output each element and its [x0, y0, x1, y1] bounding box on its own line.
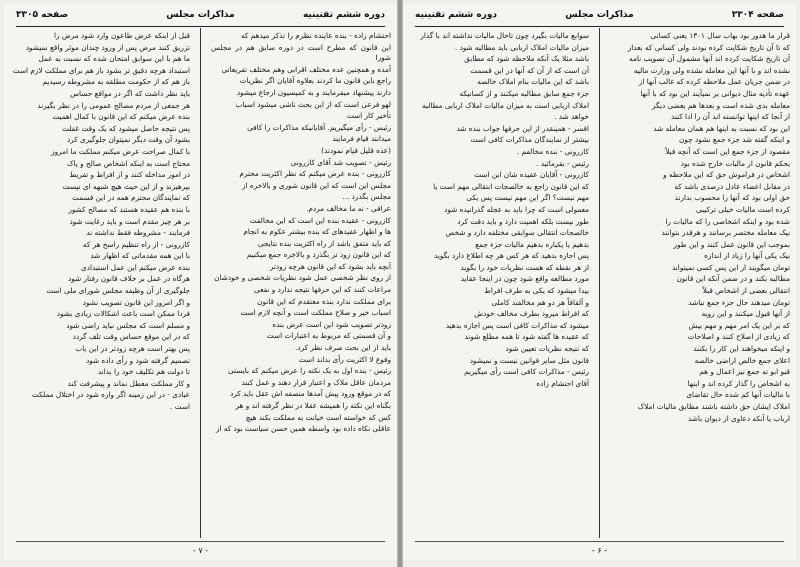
text-line: بگناه این نکته را همیشه عقلا در نظر گرفته اند و هر — [235, 401, 391, 410]
text-line: فردا ممکن است باعث اشکالات زیادی بشود — [56, 309, 190, 319]
text-line: از هر نقطه که هست نظریات خود را بگوید — [460, 262, 589, 272]
text-line: میشود که مذاکرات کافی است پس اجازه بدهید — [445, 320, 589, 330]
text-line: عبادی - در این زمینه اگر واره شود در اختلال مملکت — [31, 390, 190, 400]
text-line: و اگر امروز این قانون تصویب نشود — [82, 297, 190, 307]
text-line: بنده عرض میکنم که این قانون با کمال اهمیت — [52, 112, 190, 122]
text-line: و اینکه گفته شد جزء جمع نشود چون — [679, 135, 790, 145]
text-line: است . — [170, 402, 190, 411]
text-line: مجلس این است که این قانون شوری و بالاخره از — [242, 180, 391, 190]
header-session: دوره ششم تقنینیه — [415, 10, 498, 20]
text-line: آمده و همچنین عده مختلف اقرابی وهم مختلف تفریعاتی — [221, 64, 391, 74]
text-line: قبل از اینکه عرض طاعون وارد شود مرض را — [53, 31, 190, 40]
text-line: عاقلی نکاه داده بود واسطه همین حسن سیاست بود که از — [215, 424, 391, 434]
text-line: بیک یکی آنها را زیاد از اندازه — [704, 251, 790, 261]
text-line: بیک معامله مختصر برسانند و هرقدر بتوانند — [661, 228, 790, 238]
column-divider — [200, 28, 201, 538]
text-line: بیدا میشود که یکی به طرف افراط — [484, 286, 589, 296]
text-line: کرده است مالیات خیلی ترکیبی — [695, 204, 790, 214]
text-line: آنچه باید بشود که این قانون هرچه زودتر — [269, 261, 391, 271]
text-line: بپرهیزند و از این حیث هیچ شبهه ای نیست — [62, 181, 190, 191]
text-line: پس نتیجه حاصل میشود که یک وقت غفلت — [62, 123, 190, 133]
text-line: اقسر - همینقدر از این حرفها جواب بنده شد — [456, 123, 589, 133]
text-line: مردمان عاقل ملاک و اعتبار قرار دهند و عمل کنند — [241, 377, 391, 387]
text-line: این قانون که مطرح است در دوره سابق هم در مجلس شورا — [211, 42, 391, 63]
text-line: که بر این یک امر مهم و مهم بیش — [688, 320, 790, 330]
text-line: پس اجازه بدهید که هر کس هر چه اطلاع دارد بگوید — [434, 251, 589, 261]
text-line: که در موقع ورود پیش آمدها منصفه اش عقل باید کرد — [229, 389, 391, 399]
text-line: جلوگیری از آن وظیفه مجلس شورای ملی است — [46, 286, 190, 296]
text-line: اعلای جمع خالص اراضی خالصه — [694, 355, 790, 365]
text-line: معامله بدی شده است و بعدها هم بعضی دیگر — [651, 100, 790, 110]
page-footer-number: - ۶ - — [591, 546, 608, 555]
text-line: بموجب این قانون عمل کنند و این طور — [673, 239, 790, 249]
text-line: رئیس - مذاکرات کافی است رأی میگیریم — [464, 367, 589, 377]
text-line: کازرونی - بنده عرض میکنم که نظر اکثریت محترم — [239, 169, 391, 179]
text-line: که نمایندگان محترم همه در این قسمت — [71, 193, 190, 203]
text-line: معمولی است که چرا باید به عجله گذرانیده شود — [444, 204, 589, 214]
text-line: فرمایند - مشروطه فقط نداشته ند — [86, 228, 190, 238]
text-line: آن تاریخ شکایت کرده اند آنها مشمول آن تصویب نامه — [629, 54, 790, 64]
text-line: احتشام زاده - بنده عاینده نظرم را تذکر میدهم که — [241, 31, 391, 40]
text-line: که عقیده ها گفته شود تا همه مطلع شوند — [464, 332, 589, 342]
text-line: املاک ایشان حق داشته باشند مطابق مالیات املاک — [637, 402, 790, 411]
text-line: رئیس - بنده اول به یک نکته را عرض میکنم که بایستی — [227, 366, 391, 376]
text-line: باز هم که از حکومت مطلقه به مشروطه رسیدیم — [42, 77, 190, 87]
header-title: مذاکرات مجلس — [565, 10, 634, 20]
footer-rule — [16, 541, 385, 542]
text-line: (عده قلیل قیام نمودند) — [321, 145, 391, 155]
header-title: مذاکرات مجلس — [166, 10, 235, 20]
text-line: به اشخاص را گذار کرده اند و اینها — [687, 378, 790, 388]
text-line: وقوع لا اکثریت رأی بداند است — [298, 354, 391, 364]
text-line: که افراط میرود بطرف مخالف خودش — [474, 309, 589, 319]
text-line: از روی نظر شخصی عمل شود نظریات شخصی و خودشان — [214, 273, 391, 283]
text-line: باید نظر داشت که اگر در مواقع حساس — [70, 88, 190, 98]
text-line: بشود آن وقت دیگر نمیتوان جلوگیری کرد — [66, 135, 190, 145]
text-line: عراقی - نه ما مخالف مردم. — [306, 203, 391, 213]
text-line: نشده اند و با آنها این معامله نشده ولی وزارت مالیه — [633, 65, 790, 75]
text-line: مهم نیست؟ اگر این مهم نیست پس یکی — [466, 193, 589, 203]
text-line: پس بهتر است هرچه زودتر در این باب — [75, 344, 190, 354]
text-line: و اینکه میخواهند این کار را بکنند — [693, 344, 790, 354]
text-line: مطالبه بکند و در ضمن آنکه این قانون — [676, 274, 790, 284]
text-line: سوابع مالیات بگیرد چون تاحال مالیات نداشته اند با گذار — [420, 31, 589, 40]
text-line: ارباب یا آنکه دعاوی از دیوان باشد — [687, 413, 790, 423]
left-page — [4, 4, 397, 560]
text-line: که تا آن تاریخ شکایت کرده بودند ولی کسانی که بعداز — [627, 42, 790, 52]
page-header — [16, 8, 385, 26]
text-line: میدانند قیام فرمایند — [332, 134, 391, 144]
text-line: تومان میگویند از این پس کسی نمیتواند — [671, 262, 790, 272]
text-line: و کار مملکت معطل نماند و پیشرفت کند — [67, 378, 190, 388]
text-line: کازرونی - عقیده بنده این است که این مخالفت — [249, 215, 391, 225]
text-line: مقصود از جزء جمع این است که آنچه قبلاً — [665, 146, 790, 156]
text-line: قرار ما هدور بود بهاب سال ۱۳۰۱ یعنی کسانی — [650, 31, 790, 40]
header-session: دوره ششم تقنینیه — [302, 10, 385, 20]
text-line: آن است که از آن که آنها در این قسمت — [470, 65, 589, 75]
text-line: بیشتر از نمایندگان مذاکرات کافی است — [470, 135, 589, 145]
column-divider — [599, 28, 600, 538]
text-line: با کمال صراحت عرض میکنم مملکت ما امروز — [51, 146, 190, 156]
text-line: بدهیم یا یکباره بدهیم مالیات جزء جمع — [475, 239, 589, 249]
text-line: دارند پیشنهاد میفرمایند و به کمیسیون ارجاع میشود — [236, 87, 391, 97]
text-line: در امور مداخله کنند و از افراط و تفریط — [69, 170, 190, 180]
text-line: شده بود و اینکه اشخاصی را که مالیات را — [665, 216, 790, 226]
text-line: مورد مطالعه واقع شود چون در اینجا عقاید — [460, 274, 589, 284]
text-line: از آنجا که اینها توانسته اند آن را ادا کنند — [671, 112, 790, 122]
text-line: در مقابل اعضاء عادل درصدی باشد که — [674, 181, 790, 191]
page-footer-number: - ۷ - — [192, 546, 209, 555]
header-rule — [415, 26, 784, 27]
text-line: کس که خواسته است خیانت به مملکت بکند هیچ — [245, 412, 391, 422]
text-column-right — [211, 31, 391, 536]
text-line: و آن قسمتی که مربوط به اعتبارات است — [266, 331, 391, 341]
text-line: باشد که این مالیات بنام املاک خالصه — [477, 77, 589, 87]
text-line: خالصجات انتقالی سوابقی مختلفه دارد و شخص — [445, 228, 589, 238]
text-line: با مالیات آنها کم شده حال تقاضای — [686, 390, 790, 400]
header-page-number: صفحه ۳۳۰۴ — [731, 10, 784, 20]
text-line: حق اولی بود که آنها را محسوب بدارند — [674, 193, 790, 203]
text-line: که این قانون زود تر بگذرد و بالاخره جمع میکنیم — [246, 250, 391, 260]
text-line: بنده عرض میکنم این عمل استبدادی — [81, 262, 190, 272]
right-page — [403, 4, 796, 560]
text-line: رئیس - بفرمائید . — [536, 158, 589, 168]
text-line: طور نیست بلکه اهمیت دارد و باید دقت کرد — [457, 216, 589, 226]
text-line: خواهد شد . — [554, 112, 589, 122]
text-line: کازرونی - از راه تنظیم راسخ هر که — [82, 239, 190, 249]
text-line: که نتیجه نظریات تعیین شود — [505, 344, 589, 354]
text-line: و مسلم است که مجلس نباید راضی شود — [66, 320, 190, 330]
text-line: رئیس - رأی میگیریم. آقایانیکه مذاکرات را کافی — [247, 122, 391, 132]
text-line: جزء جمع سابق مطالبه میکنند و از کسانیکه — [459, 88, 589, 98]
text-line: مراعات کنند که این حرفها نتیجه ندارد و نفعی — [254, 285, 391, 295]
text-line: که باید متفق باشد از راه اکثریت بنده نتایجی — [257, 238, 391, 248]
text-line: تصمیم گرفته شود و رأی داده شود — [85, 355, 190, 365]
header-page-number: صفحه ۳۳۰۵ — [16, 10, 69, 20]
text-line: رئیس - تصویب شد آقای کازرونی — [290, 157, 391, 167]
text-line: برای مملکت ندارد بنده معتقدم که این قانون — [257, 296, 391, 306]
text-line: و آلقاقاً هر دو هم مخالفند کاملی — [491, 297, 589, 307]
text-line: که زیادی از اصلاح کنند و اصلاحات — [687, 332, 790, 342]
page-header — [415, 8, 784, 26]
text-line: کازرونی - آقایان عقیده شان این است — [474, 170, 589, 180]
text-line: ها و اظهار عقیدهای که بنده بیشتر عکوم به انجام — [243, 227, 391, 237]
header-rule — [16, 26, 385, 27]
text-column-left — [10, 31, 190, 536]
text-column-left — [409, 31, 589, 536]
text-column-right — [610, 31, 790, 536]
text-line: کازرونی - بنده مخالفم . — [516, 146, 589, 156]
text-line: ما هم با این سوابق امتحان شده که نسبت به عمل — [38, 54, 190, 64]
text-line: محتاج است به اینکه اشخاص صالح و پاک — [67, 158, 190, 168]
text-line: با بنده هم عقیده هستند که مصالح کشور — [68, 204, 190, 214]
text-line: زودتر تصویب شود این است عرض بنده — [272, 319, 391, 329]
text-line: لهو فرعی است که از این بحث ناشی میشود اسباب — [235, 99, 391, 109]
text-line: اشخاص در فراموش حق که این ملاحظه و — [663, 170, 790, 180]
text-line: عهده تأدیه مثال دیوانی بر نمیآیند این بود که با آنها — [640, 88, 790, 98]
text-line: اسباب خیر و صلاح مملکت است و آنچه لازم است — [240, 308, 391, 318]
footer-rule — [415, 541, 784, 542]
text-line: که این قانون راجع به خالصجات انتقالی مهم است یا — [433, 181, 589, 191]
text-line: املاک اربابی است به میزان مالیات املاک اربابی مطالبه — [422, 100, 589, 110]
text-line: آقای احتشام زاده — [536, 378, 589, 388]
text-line: راجع باین قانون ما کردند بعلاوه آقایان اگر نظریات — [239, 76, 391, 86]
text-line: استبداد هرچه دقیق تر بشود باز هم برای مملکت لازم است — [12, 65, 190, 75]
text-line: تومان میدهند حال جزء جمع نباشد — [688, 297, 790, 307]
text-line: از آنها قبول میکنند و این رویه — [701, 309, 790, 319]
text-line: بر هر چیز مقدم است و باید رعایت شود — [69, 216, 190, 226]
text-line: که در این موقع حساس وقت تلف گردد — [72, 332, 190, 342]
text-line: قانون مثل سایر قوانین نیست و نمیشود — [469, 355, 589, 365]
text-line: هر جمعی از مردم مصالح عمومی را در نظر بگیرند — [37, 100, 190, 110]
text-line: باشد مثلا یک آنکه ملاحظه شود که مطابق — [464, 54, 589, 64]
text-line: قبو ابو ته جمع نیز اعمال و هم — [699, 367, 790, 377]
text-line: باید از این بحث صرف نظر کرد. — [295, 343, 391, 353]
text-line: انتقالی بعضی از اشخاص قبلاً — [702, 286, 790, 296]
text-line: تزریق کنند مرض پس از ورود چندان موثر واقع نمیشود — [25, 42, 190, 52]
text-line: تأخیر کار است — [346, 111, 391, 121]
text-line: بحکم قانون از مالیات خارج شده بود — [680, 158, 790, 168]
text-line: در ضمن جریان عمل ملاحظه کرده که غالب آنها از — [638, 77, 790, 87]
text-line: مجلس بگذرد ... — [342, 192, 391, 202]
text-line: با این همه مقدماتی که اظهار شد — [90, 251, 190, 261]
text-line: تا دولت هم تکلیف خود را بداند — [97, 367, 190, 377]
text-line: هرگاه در عمل بر خلاف قانون رفتار شود — [68, 274, 190, 284]
text-line: این بود که نسبت به اینها هم همان معامله شد — [653, 123, 790, 133]
text-line: میزان مالیات املاک اربابی باید مطالبه شود . — [454, 42, 589, 52]
